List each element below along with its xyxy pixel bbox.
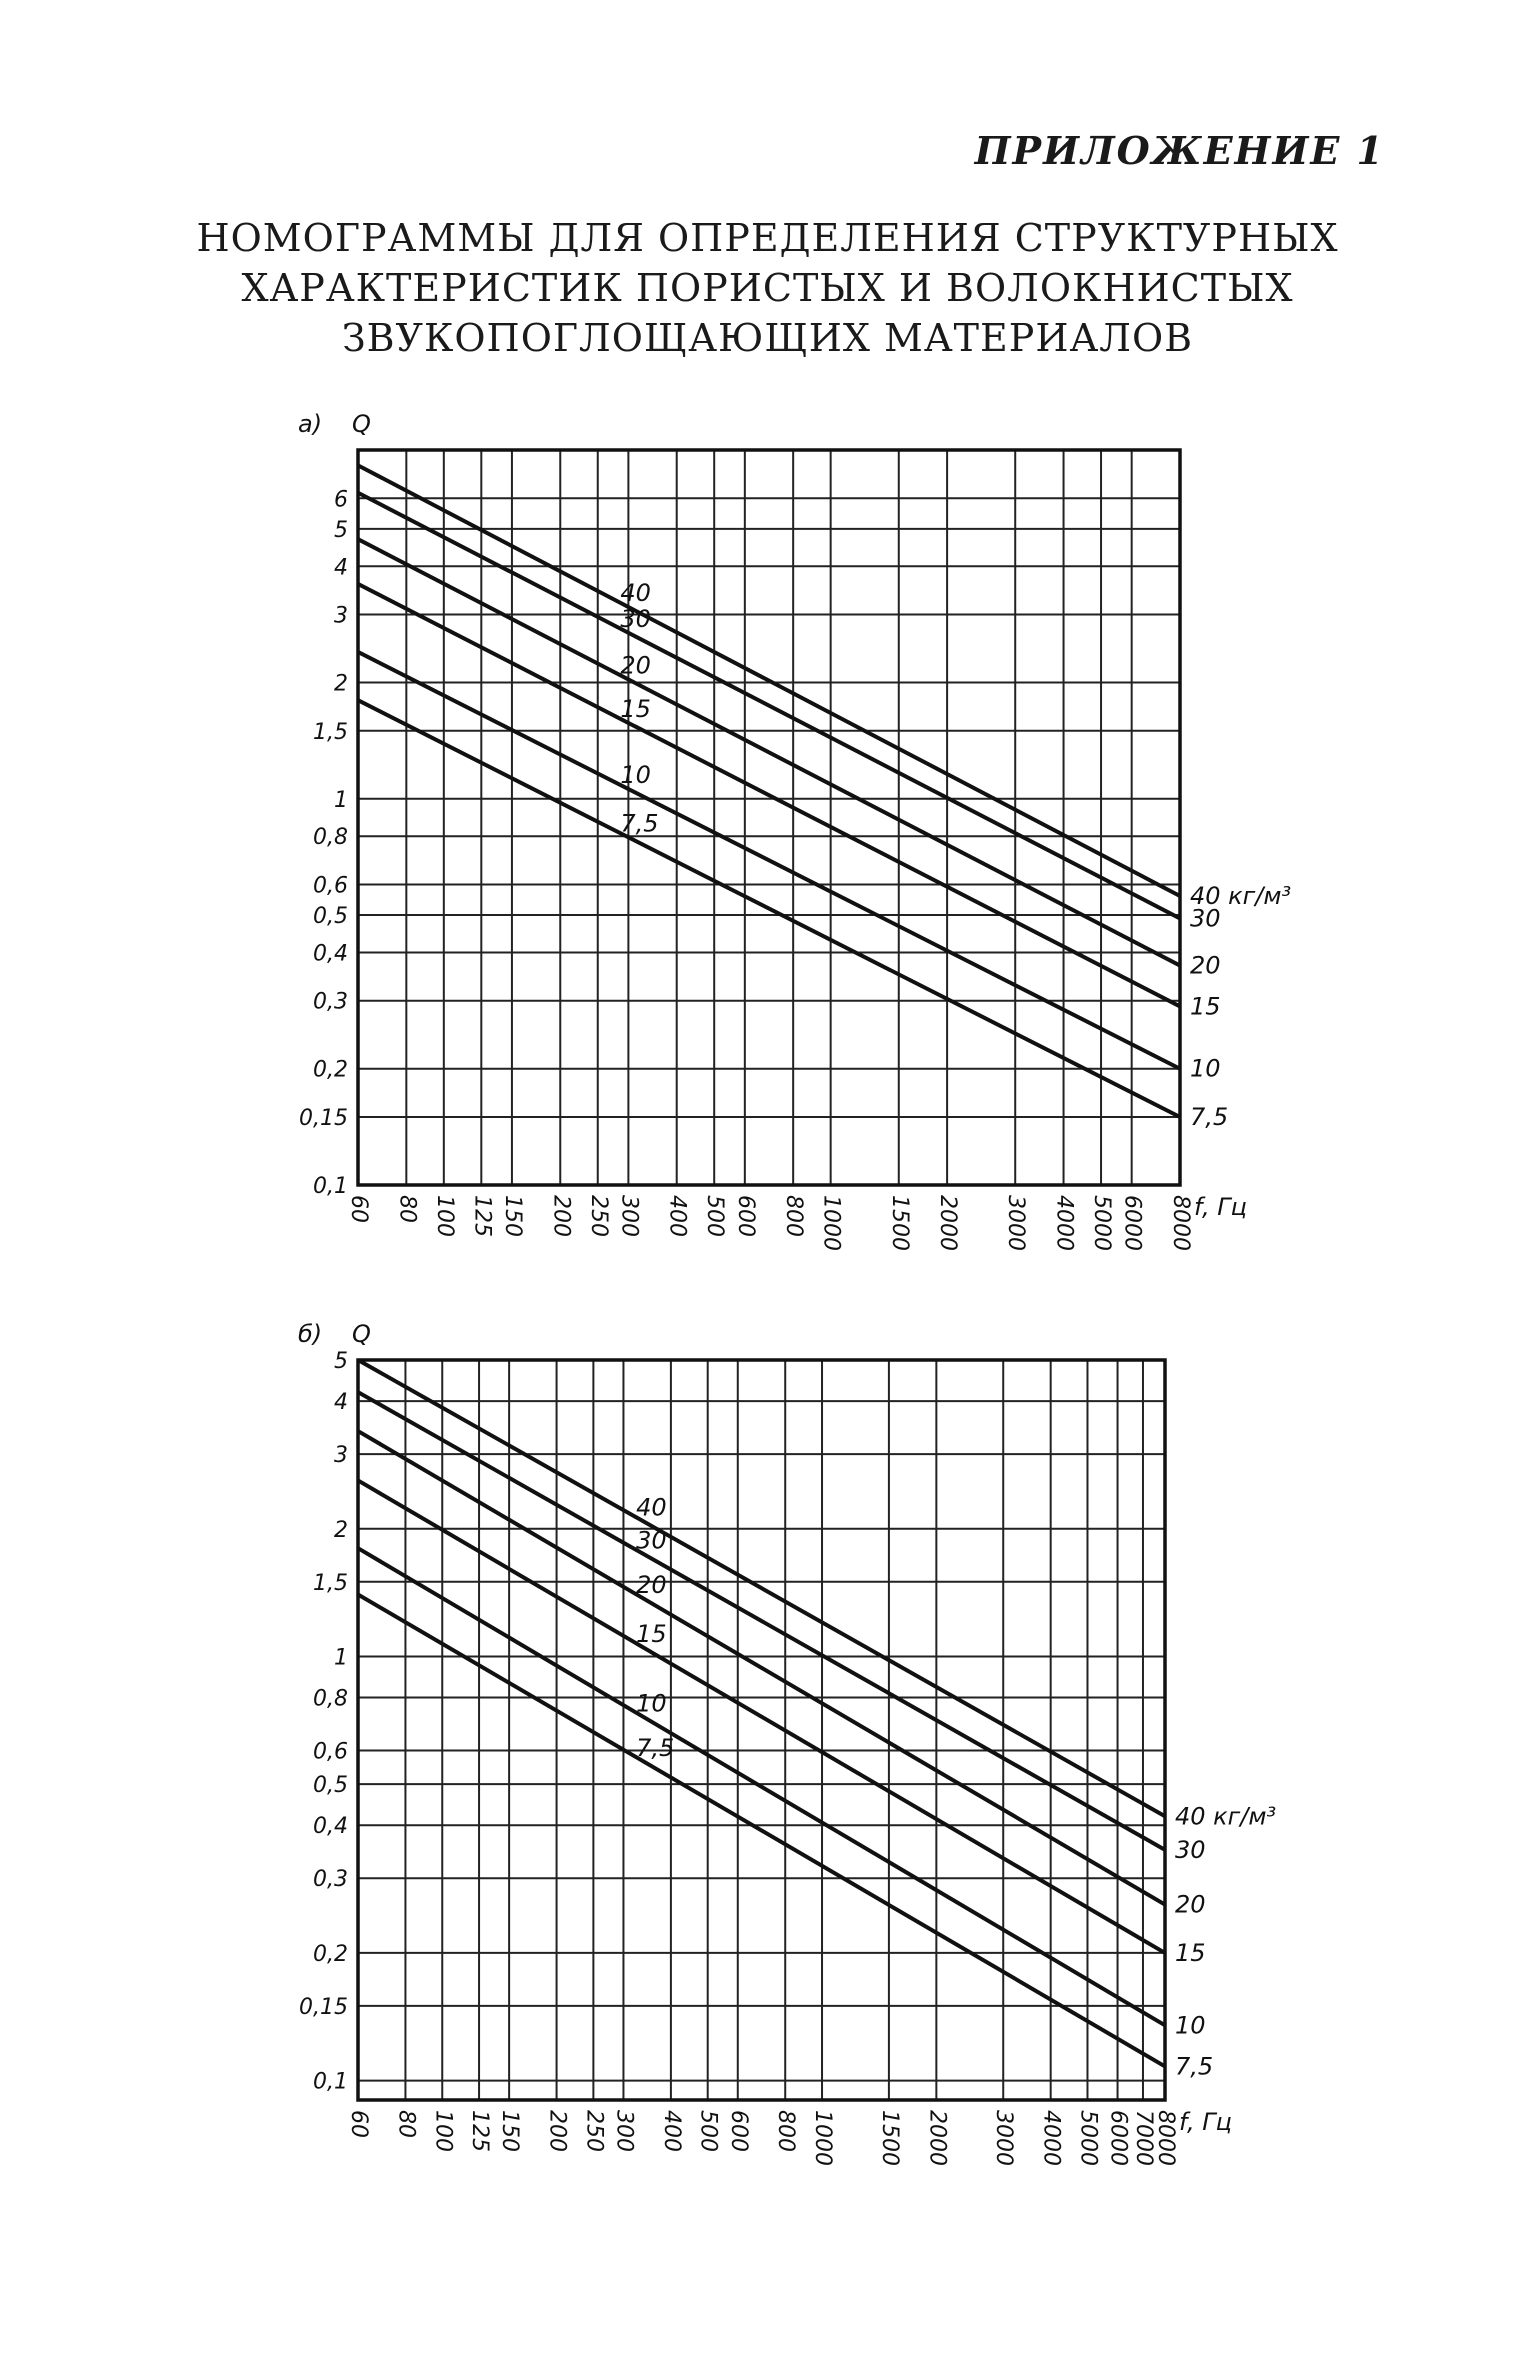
x-axis-label: f, Гц [1194, 1193, 1247, 1221]
series-end-label: 30 [1190, 904, 1221, 933]
title-line-3: ЗВУКОПОГЛОЩАЮЩИХ МАТЕРИАЛОВ [341, 316, 1194, 360]
x-tick-label: 600 [725, 2110, 751, 2152]
y-tick-label: 3 [334, 1443, 348, 1469]
series-mid-label: 40 [620, 579, 651, 608]
x-tick-label: 5000 [1075, 2110, 1101, 2166]
y-tick-label: 0,1 [313, 1174, 348, 1199]
series-end-label: 7,5 [1175, 2052, 1214, 2081]
x-tick-label: 125 [467, 2110, 493, 2152]
y-tick-label: 1 [334, 1645, 348, 1671]
series-end-label: 10 [1175, 2011, 1206, 2040]
y-tick-label: 5 [334, 1349, 348, 1374]
series-mid-label: 10 [636, 1689, 667, 1718]
x-tick-label: 250 [585, 1195, 611, 1237]
nomogram-a [0, 410, 1535, 1260]
series-end-label: 15 [1190, 992, 1221, 1021]
x-tick-label: 100 [431, 1195, 457, 1237]
x-tick-label: 500 [702, 1195, 728, 1237]
series-mid-label: 40 [636, 1493, 667, 1522]
x-tick-label: 800 [781, 1195, 807, 1237]
y-tick-label: 0,5 [313, 904, 348, 930]
series-end-label: 10 [1190, 1054, 1221, 1083]
x-tick-label: 6000 [1119, 1195, 1145, 1251]
x-tick-label: 2000 [935, 1195, 961, 1251]
y-tick-label: 1 [334, 787, 348, 813]
series-mid-label: 7,5 [636, 1733, 675, 1762]
x-tick-label: 1000 [818, 1195, 844, 1251]
y-tick-label: 5 [334, 517, 348, 543]
series-mid-label: 15 [636, 1619, 667, 1648]
y-axis-label: Q [352, 1320, 371, 1348]
x-tick-label: 200 [544, 2110, 570, 2152]
x-tick-label: 300 [616, 1195, 642, 1237]
series-end-label: 20 [1190, 951, 1221, 980]
y-tick-label: 0,5 [313, 1773, 348, 1799]
series-end-label: 30 [1175, 1835, 1206, 1864]
series-end-label: 20 [1175, 1890, 1206, 1919]
x-tick-label: 200 [548, 1195, 574, 1237]
y-tick-label: 1,5 [313, 719, 348, 745]
y-tick-label: 0,4 [313, 1814, 348, 1840]
series-mid-label: 20 [636, 1570, 667, 1599]
panel-label: а) [298, 410, 323, 438]
series-mid-label: 10 [620, 761, 651, 790]
y-tick-label: 6 [334, 487, 348, 513]
x-tick-label: 600 [732, 1195, 758, 1237]
x-tick-label: 1500 [886, 1195, 912, 1251]
y-tick-label: 0,6 [313, 1739, 348, 1765]
y-tick-label: 1,5 [313, 1570, 348, 1596]
y-tick-label: 0,4 [313, 941, 348, 967]
x-tick-label: 5000 [1089, 1195, 1115, 1251]
x-tick-label: 100 [430, 2110, 456, 2152]
x-tick-label: 8000 [1168, 1195, 1193, 1251]
x-tick-label: 80 [394, 1195, 420, 1223]
x-tick-label: 250 [581, 2110, 607, 2152]
x-tick-label: 400 [658, 2110, 684, 2152]
series-mid-label: 15 [620, 694, 651, 723]
y-tick-label: 0,2 [313, 1057, 348, 1083]
x-tick-label: 1000 [810, 2110, 836, 2166]
y-tick-label: 0,6 [313, 873, 348, 899]
x-tick-label: 60 [346, 2110, 371, 2138]
x-tick-label: 4000 [1051, 1195, 1077, 1251]
x-tick-label: 500 [695, 2110, 721, 2152]
appendix-label: ПРИЛОЖЕНИЕ 1 [974, 128, 1385, 173]
y-tick-label: 2 [334, 671, 348, 697]
title-line-2: ХАРАКТЕРИСТИК ПОРИСТЫХ И ВОЛОКНИСТЫХ [241, 266, 1294, 310]
x-tick-label: 125 [469, 1195, 495, 1237]
x-tick-label: 150 [497, 2110, 523, 2152]
y-tick-label: 2 [334, 1517, 348, 1543]
series-end-label: 7,5 [1190, 1102, 1229, 1131]
series-mid-label: 30 [636, 1526, 667, 1555]
nomogram-b [0, 1320, 1535, 2220]
series-mid-label: 20 [620, 651, 651, 680]
y-tick-label: 0,2 [313, 1941, 348, 1967]
x-axis-label: f, Гц [1179, 2108, 1232, 2136]
series-mid-label: 30 [620, 604, 651, 633]
y-tick-label: 0,15 [299, 1994, 348, 2020]
x-tick-label: 800 [773, 2110, 799, 2152]
x-tick-label: 6000 [1105, 2110, 1131, 2166]
panel-label: б) [298, 1320, 323, 1348]
series-end-label: 15 [1175, 1938, 1206, 1967]
y-axis-label: Q [352, 410, 371, 438]
y-tick-label: 4 [334, 1390, 348, 1416]
x-tick-label: 80 [393, 2110, 419, 2138]
x-tick-label: 4000 [1038, 2110, 1064, 2166]
x-tick-label: 150 [499, 1195, 525, 1237]
y-tick-label: 0,1 [313, 2069, 348, 2095]
y-tick-label: 3 [334, 603, 348, 629]
x-tick-label: 300 [611, 2110, 637, 2152]
x-tick-label: 3000 [1003, 1195, 1029, 1251]
x-tick-label: 400 [664, 1195, 690, 1237]
x-tick-label: 7000 [1130, 2110, 1156, 2166]
series-end-label: 40 кг/м³ [1175, 1802, 1277, 1831]
x-tick-label: 2000 [924, 2110, 950, 2166]
series-end-label: 40 кг/м³ [1190, 882, 1292, 911]
x-tick-label: 60 [346, 1195, 371, 1223]
y-tick-label: 0,15 [299, 1105, 348, 1131]
x-tick-label: 8000 [1153, 2110, 1178, 2166]
y-tick-label: 0,8 [313, 1686, 348, 1712]
x-tick-label: 3000 [991, 2110, 1017, 2166]
series-mid-label: 7,5 [620, 809, 659, 838]
x-tick-label: 1500 [876, 2110, 902, 2166]
y-tick-label: 0,3 [313, 989, 348, 1015]
title-line-1: НОМОГРАММЫ ДЛЯ ОПРЕДЕЛЕНИЯ СТРУКТУРНЫХ [196, 216, 1339, 260]
y-tick-label: 0,8 [313, 825, 348, 851]
y-tick-label: 0,3 [313, 1867, 348, 1893]
y-tick-label: 4 [334, 555, 348, 581]
